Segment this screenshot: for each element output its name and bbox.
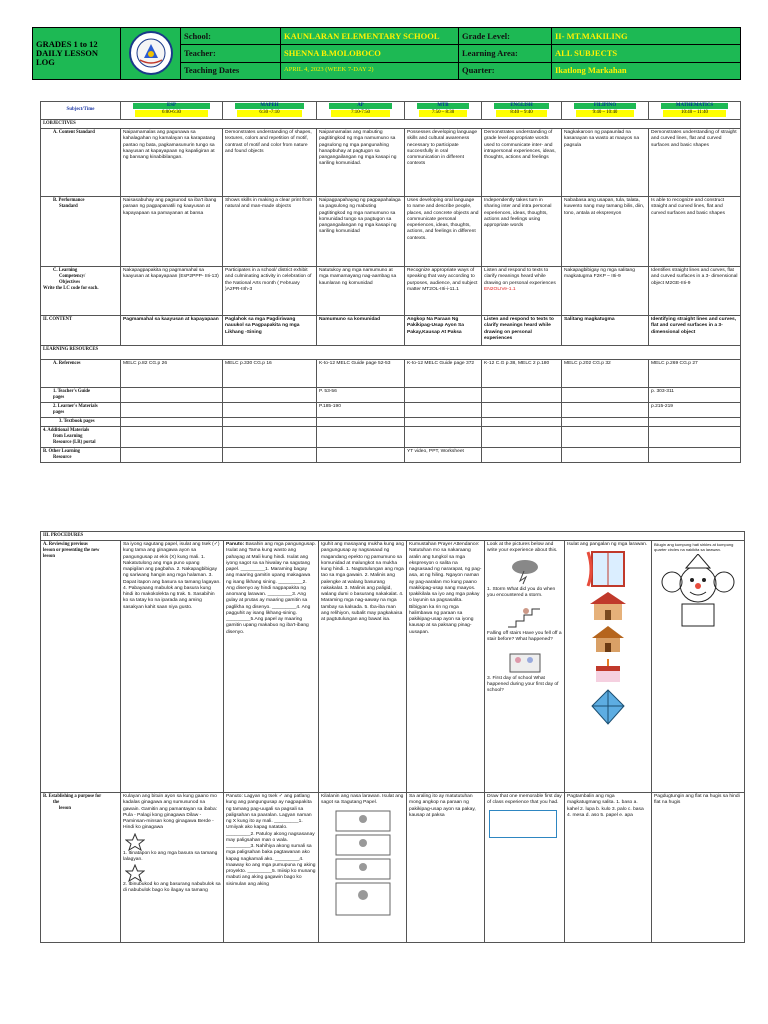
cell [562,427,649,448]
cell-text: Namumuno sa komunidad [319,317,381,323]
star-icon [125,864,145,882]
subject-name: MTB [417,103,469,109]
label-text: lesson [59,806,71,812]
cell-text: Falling off stairs Have you fell off a stair before? What happened? [487,631,562,643]
star-icon [125,833,145,851]
cell [649,448,741,463]
subject-mtb [405,102,482,120]
school-value: KAUNLARAN ELEMENTARY SCHOOL [281,28,459,45]
cell: K-12 C.G p.38, MELC 2 p.180 [482,360,562,388]
label-text: Objectives [59,280,81,286]
drawing-box[interactable] [489,810,557,838]
label-text: B. Other Learning [43,449,81,455]
cell: Panuto: Lagyan ng tsek ✓ ang patlang kung ang pangungusap ay nagpapakita ng tamang pag-uugali sa pagsali sa paligsahan sa paaralan. Lagyan naman ng X kung ito ay mali. _________1. Umiiyak ako kapag natatalo. _________2. Patuloy akong nagsasanay may paligsahan man o wala. _________3. Nahihiya akong sumali sa mga paligsahan baka pagtawanan ako kapag nagkamali ako. _________4. Inaaway ko ang mga pumupuna ng aking proyekto. _________5. Iniisip ko munang mabuti ang aking gagawin bago ko sisimulan ang aking [224,793,319,943]
cell-text: Angkop Na Paraan Ng Pakikipag-Usap Ayon Sa Pakay,Kausap At Paksa [407,317,464,335]
label-text: Write the LC code for each. [43,286,99,292]
deped-seal [121,28,181,80]
subject-time: 7:10-7:50 [331,110,390,116]
window-picture-icon [578,550,638,588]
cell-text: Salitang magkatugma [564,317,615,323]
cell [405,388,482,403]
teacher-label: Teacher: [181,45,281,62]
label-text: A. References [53,361,81,367]
cell: Nagkakaroon ng papaunlad na kasanayan sa wasto at maayos na pagsula [562,129,649,197]
cell [223,388,317,403]
quarter-label: Quarter: [459,62,552,79]
cell [319,793,407,943]
label-text: Resource (LR) portal [53,440,96,446]
cell: Nakapagbibigay ng mga salitang magkatugma F2KP – IIIi-9 [562,267,649,316]
cell: Demonstrates understanding of shapes, textures, colors and repetition of motif, contrast of motif and color from nature and found objects [223,129,317,197]
cell [317,418,405,427]
lc-code: EN2OLIVe-1.1 [484,286,516,292]
cell [485,793,565,943]
label-text: Competency/ [59,274,86,280]
cell: Demonstrates understanding of grade level appropriate words used to communicate inter- and intrapersonal experiences, ideas, thoughts, actions and feelings [482,129,562,197]
teacher-value: SHENNA B.MOLOBOCO [281,45,459,62]
procedures-label: III. PROCEDURES [41,532,745,541]
cell-text: Kulayan ang bituin ayon sa kung gaano mo kadalas ginagawa ang sumusunod na gawain. Gamitin ang pamantayan sa ibaba: Pula - Palagi kong ginagawa Dilaw - Paminsan-minsan kong ginagawa Berde - Hindi ko ginagawa [123,794,218,831]
cell: K-to-12 MELC Guide page 52-53 [317,360,405,388]
teaching-dates-value: APRIL 4, 2023 (WEEK 7-DAY 2) [281,62,459,79]
cell: p. 303-311 [649,388,741,403]
cell: Demonstrates understanding of straight and curved lines, flat and curved surfaces and basic shapes [649,129,741,197]
community-leaders-picture-icon [328,809,398,917]
cell: Uses developing oral language to name and describe people, places, and concrete objects and communicate personal experiences, ideas, thoughts, actions, and feelings in different contexts. [405,197,482,267]
label-text: B. Performance [53,198,85,204]
cell: Kumustahan Prayer Attendance: Natutuhan mo sa nakaraang aralin ang tungkol sa mga ekspresyon o salita na nagsasaad ng nararapat, ng pag-asa, at ng hiling. Ngayon naman ay pag-aaralan mo kung paano makikipag-usap nang maayos. Ipakikilala sa iyo ang mga pakay o layunin sa pagsasalita. Bibigyan ka rin ng mga halimbawa ng paraan sa pakikipag-usap ayon sa iyong kausap at sa paksang pinag-uusapan. [407,541,485,793]
cell: Shows skills in making a clear print from natural and man-made objects [223,197,317,267]
objectives-section-label: I.OBJECTIVES [41,120,741,129]
subject-name: ESP [133,103,210,109]
cell [121,427,223,448]
subject-mathematics [649,102,741,120]
learning-resources-label: LEARNING RESOURCES [41,346,741,360]
cell [649,427,741,448]
label-text: lesson [43,554,55,560]
cell-text: Panuto: [226,542,245,548]
subject-esp [121,102,223,120]
cell [223,316,317,346]
stairs-icon [506,601,544,629]
deped-seal-icon [128,30,174,76]
cell [223,448,317,463]
quarter-value: Ikatlong Markahan [552,62,741,79]
cell: Naipagpapahayag ng pagpapahalaga sa pagsulong ng mabuting pagtitingkod ng mga namumuno sa komunidad tungo sa pagtugon sa pangangailangan ng mga kasapi ng sariling komunidad [317,197,405,267]
cell: Pagdugtungin ang flat na hugis sa hindi flat na hugis [652,793,745,943]
cell [562,316,649,346]
kite-picture-icon [578,688,638,728]
procedures-table [40,531,745,943]
storm-icon [508,557,542,585]
learning-area-value: ALL SUBJECTS [552,45,741,62]
cell [649,316,741,346]
label-text: lesson or presenting the new [43,548,100,554]
cell: Independently takes turn in sharing inter and intra personal experiences, ideas, thoughts, actions and feelings using appropriate words [482,197,562,267]
subject-name: MATHEMATICS [661,103,728,109]
cell [121,418,223,427]
cell [482,267,562,316]
cell-text: Bilugin ang kumpung hati sirkles at kumpung quarter circles na nakikita sa larawan. [654,542,734,553]
cell [562,418,649,427]
learning-competency-label [41,267,121,316]
subject-english [482,102,562,120]
label-text: the [53,800,60,806]
label-text: 2. Learner's Materials [53,404,98,410]
cell: Iguhit ang masayang mukha kung ang pangungusap ay nagsasaad ng magandang epekto ng pamumuno sa komunidad at malungkot na mukha kung hindi. 1. Nagtutulungan ang mga tao sa mga gawain. 2. Malinis ang palengke at walang basurang nakakalat. 3. Malinis ang paligid, walang dumi o basurang nakakalat. 4. Maraming mga nag-aaway na mga tambay sa kalsada. 5. Iba-iba man ang relihiyon, subalit may pagkakaisa at pagtutulungan ang bawat isa. [319,541,407,793]
house-picture-icon [578,590,638,622]
label-text: C. Learning [53,268,78,274]
subject-time: 10:40 – 11:40 [663,110,726,116]
learning-area-label: Learning Area: [459,45,552,62]
cell [482,448,562,463]
cell: Naisasabuhay ang pagsunod sa iba't ibang paraan ng pagpapanatili ng kaayusan at kapayapaan sa pamayanan at bansa [121,197,223,267]
cell: Recognize appropriate ways of speaking that vary according to purposes, audience, and subject matter MT2OL-IIIi-i-11.1 [405,267,482,316]
title-line-2: DAILY LESSON LOG [36,48,98,67]
cell [121,316,223,346]
cell [405,316,482,346]
cell: K-to-12 MELC Guide page 372 [405,360,482,388]
grade-level-value: II- MT.MAKILING [552,28,741,45]
subject-filipino [562,102,649,120]
cell [223,418,317,427]
label-text: from Learning [53,434,83,440]
learners-materials-label [41,403,121,418]
subject-time: 7:50 – 8:30 [419,110,467,116]
cell [121,448,223,463]
cell [223,403,317,418]
content-label: II. CONTENT [41,316,121,346]
subject-time: 9:40 – 10:40 [576,110,634,116]
cell: Naipamamalas ang mabuting pagtitingkod ng mga namumuno sa pagsulong ng mga pangunahing hanapbuhay at pagtugon sa pangangailangan ng mga kasapi ng sariling komunidad. [317,129,405,197]
cell: Naipamamalas ang pagunawa sa kahalagahan ng kamalayan sa karapatang pantao ng bata, pagkamasunurin tungo sa kaayusan at kapayapaan ng kapaligiran at ng bansang kinabibilangan. [121,129,223,197]
teachers-guide-label [41,388,121,403]
references-label [41,360,121,388]
cell: Identifies straight lines and curves, flat and curved surfaces in a 3- dimensional object M2GE-IIIi-9 [649,267,741,316]
header-title [33,28,121,80]
cell [223,427,317,448]
subject-name: MAPEH [235,103,304,109]
subject-time: 8:40 – 9:40 [496,110,547,116]
other-resources-label [41,448,121,463]
cell [482,427,562,448]
label-text: Resource [53,455,72,461]
label-text: 4. Additional Materials [43,428,90,434]
cell [652,541,745,793]
cell: Participates in a school/ district exhibit and culminating activity in celebration of the National Arts month ( February )A2PR-IIIh-3 [223,267,317,316]
cell [405,427,482,448]
cell: YT video, PPT, Worksheet [405,448,482,463]
cell [482,403,562,418]
objectives-table [40,101,741,463]
cell: Possesses developing language skills and cultural awareness necessary to participate successfully in oral communication in different contexts [405,129,482,197]
subject-time-label: Subject/Time [41,102,121,120]
content-standard-label [41,129,121,197]
cell-text: 1. Itinatapon ko ang mga basura sa tamang lalagyan. [123,850,218,862]
label-text: B. Establishing a purpose for [43,794,102,800]
subject-name: FILIPINO [574,103,636,109]
cell-text: Basahin ang mga pangungusap. Isulat ang Tama kung wasto ang pahayag at Mali kung hindi. Isulat ang iyong sagot sa sa hiwalay na sagutang papel. _________1. Maraming bagay ang maaring gamitin upang makagawa ng isang likhang sining. _________2. Ang disenyo ay hindi nagpapakita ng anomang larawan. _________3. Ang gulay at prutas ay maaring gamitin sa paglikha ng disenyo. _________4. Ang pagguhit ay isang likhang-sining. _________5.Ang papel ay maaring gamitin upang makabuo ng iba't-ibang disenyo. [226,542,316,635]
cell [649,418,741,427]
cell [482,418,562,427]
cell [562,388,649,403]
cell: Is able to recognize and construct straight and curved lines, flat and curved surfaces and basic shapes [649,197,741,267]
cell-text: Listen and respond to texts to clarify meanings heard while drawing on personal experiences [484,317,554,341]
label-text: Standard [59,204,78,210]
cell [317,448,405,463]
cell [121,793,224,943]
label-text: pages [53,410,65,416]
label-text: 1. Teacher's Guide [53,389,91,395]
school-children-icon [506,646,544,674]
cell: MELC p.330 CG.p 16 [223,360,317,388]
cell: Nakapagpapakita ng pagmamahal sa kaayusan at kapayapaan (EsP2PPP- IIIi-13) [121,267,223,316]
cell [405,403,482,418]
subject-name: AP [329,103,392,109]
label-text: 3. Textbook pages [59,419,95,425]
hut-picture-icon [578,624,638,654]
cell: Pagtambalin ang mga magkatugmang salita. 1. baso a. kahel 2. lupa b. kulo 3. palo c. basa 4. mesa d. aso 5. papel e. apa [565,793,652,943]
cell [485,541,565,793]
additional-materials-label [41,427,121,448]
subject-mapeh [223,102,317,120]
establishing-purpose-label [41,793,121,943]
cell: P. 53-56 [317,388,405,403]
cell: MELC p.82 CG.p 26 [121,360,223,388]
label-text: A. Content Standard [53,130,95,136]
school-label: School: [181,28,281,45]
grade-level-label: Grade Level: [459,28,552,45]
cell-text: Isulat ang pangalan ng mga larawan. [567,542,648,548]
cell [405,418,482,427]
cell: P.185-190 [317,403,405,418]
reviewing-lesson-label [41,541,121,793]
cell-text: 2. Ibinubukod ko ang basurang nabubulok sa di nabubulok bago ko ilagay sa tamang [123,882,221,894]
cell-text: Kilalanin ang nasa larawan. Isulat ang sagot sa Sagutang Papel. [321,794,404,806]
cell [121,388,223,403]
dll-header [32,27,741,80]
cell: Natutukoy ang mga namumuno at mga mamamayang nag-aambag sa kaunlaran ng komunidad [317,267,405,316]
cell: Sa araling ito ay matututuhan mong angkop na paraan ng pakikipag-usap ayon sa pakay, kausap at paksa [407,793,485,943]
title-line-1: GRADES 1 to 12 [36,39,98,50]
cell: p.215-219 [649,403,741,418]
subject-time: 6:30 -7:10 [237,110,302,116]
cell [562,448,649,463]
cell-text: Look at the pictures below and write your experience about this. [487,542,558,554]
cell-text: 3. First day of school What happened during your first day of school? [487,675,559,694]
cell [317,316,405,346]
teaching-dates-label: Teaching Dates [181,62,281,79]
subject-name: ENGLISH [494,103,549,109]
cell-text: Paglahok sa mga Pagdiriwang nauukol sa Pagpapakita ng mga Likhang -Sining [225,317,300,335]
cell-text: Draw that one memorable first day of class experience that you had. [487,794,562,806]
subject-time: 6:00-6:30 [135,110,208,116]
textbook-pages-label [41,418,121,427]
label-text: A. Reviewing previous [43,542,88,548]
label-text: pages [53,395,65,401]
performance-standard-label [41,197,121,267]
subject-ap [317,102,405,120]
cake-picture-icon [578,656,638,686]
cell [482,388,562,403]
cell: Nababasa ang usapan, tula, talata, kuwento nang may tamang bilis, diin, tono, antala at ekspresyon [562,197,649,267]
cell [562,403,649,418]
cell: MELC p.202 CG.p 32 [562,360,649,388]
cell [317,427,405,448]
cell [224,541,319,793]
clown-picture-icon [656,554,740,628]
cell-text: 1. Storm What did you do when you encountered a storm. [487,586,556,598]
cell: MELC p.269 CG.p 27 [649,360,741,388]
cell-text: Identifying straight lines and curves, flat and curved surfaces in a 3- dimensional object [651,317,737,335]
cell [121,403,223,418]
cell: Sa iyong sagutang papel, isulat ang tsek (✓) kung tama ang ginagawa ayon sa pangungusap at ekis (X) kung mali. 1. Nakatutulong ang mga puno upang mapigilan ang pagbaha. 2. Nakapagbibigay ng sariwang hangin ang mga halaman. 3. Dapat itapon ang basura sa tamang lagayan. 4. Pabayaang mabulok ang basura kung hindi ito makokolekta ng trak. 5. Sasabihin ko sa tatay ko na iparada ang aming sasakyan kahit saan niya gusto. [121,541,224,793]
cell-text: Listen and respond to texts to clarify meanings heard while drawing on personal experiences [484,268,556,286]
cell [565,541,652,793]
cell [482,316,562,346]
cell-text: Pagmamahal sa kaayusan at kapayapaan [123,317,219,323]
